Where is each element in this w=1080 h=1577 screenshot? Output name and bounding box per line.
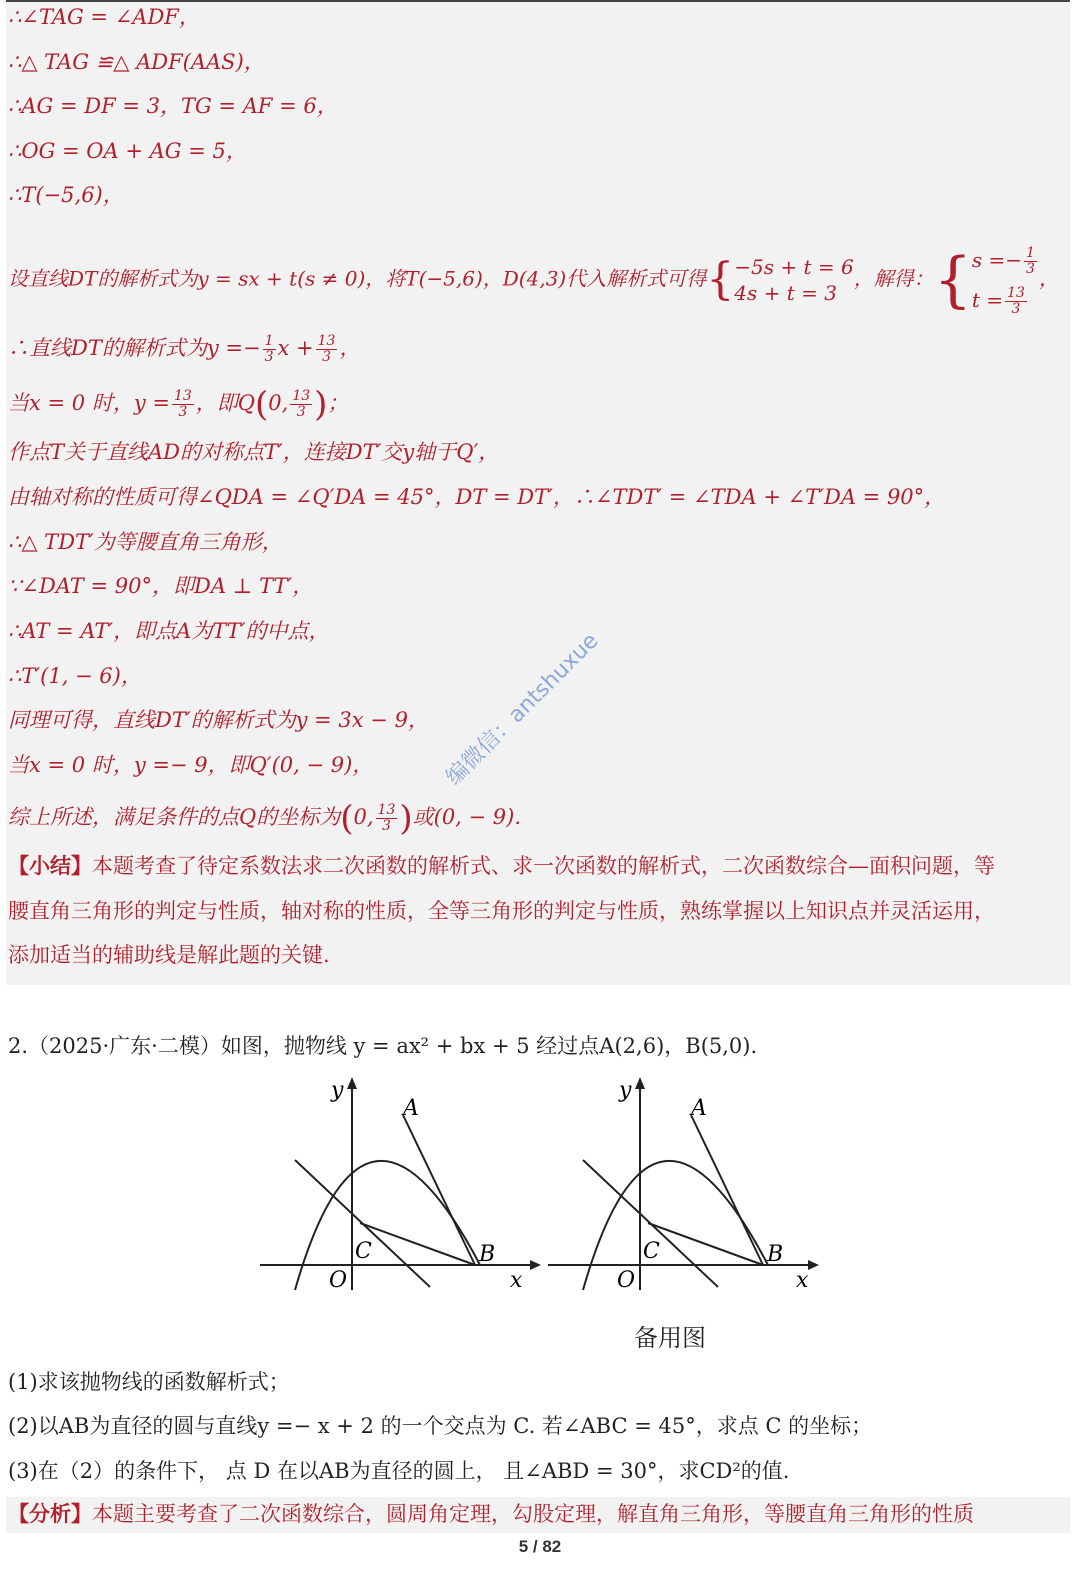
q-point-line: [8, 385, 348, 423]
summary-tag: 【小结】: [8, 853, 92, 878]
dt-f1-den: 3: [264, 349, 274, 365]
s-num: 1: [1026, 245, 1035, 261]
q-inner: 0,: [268, 391, 289, 415]
conclusion-den: 3: [381, 818, 391, 834]
solution-line: ∴∠TAG = ∠ADF，: [8, 5, 200, 29]
label-x: x: [796, 1268, 809, 1293]
dt-f2-num: 13: [317, 333, 336, 349]
dt-end: ，: [339, 336, 361, 360]
page-indicator: 5 / 82: [518, 1537, 562, 1556]
parabola-curve: [583, 1161, 768, 1290]
parabola-curve: [295, 1161, 480, 1290]
s-label: s =−: [971, 248, 1023, 272]
y-axis-arrow-icon: [635, 1077, 645, 1089]
analysis-tag: 【分析】: [8, 1501, 92, 1526]
label-x: x: [510, 1268, 523, 1293]
conclusion-line: 综上所述，满足条件的点Q的坐标为(0, $\frac{13}{3}$ )或(0, − 9).: [8, 798, 522, 839]
line-dt-prefix: 设直线DT的解析式为y = sx + t(s ≠ 0)，将T(−5,6)，D(4,3)代入解析式可得: [8, 266, 707, 291]
solution-line: ∵∠DAT = 90°，即DA ⊥ TT′，: [8, 574, 314, 598]
dt-f1-num: 1: [264, 333, 274, 349]
solution-line: ∴T′(1, − 6)，: [8, 664, 142, 688]
solved-label: ，解得：: [853, 266, 934, 291]
q-mid: ，即Q: [195, 391, 256, 415]
analysis-line: [8, 1500, 974, 1528]
question-part-3: (3)在（2）的条件下， 点 D 在以AB为直径的圆上， 且∠ABD = 30°，求CD²的值.: [8, 1459, 790, 1483]
system-eq1: −5s + t = 6: [734, 255, 854, 279]
label-o: O: [617, 1268, 636, 1293]
summary-line-3: 添加适当的辅助线是解此题的关键.: [8, 943, 330, 967]
solution-line: 同理可得，直线DT′的解析式为y = 3x − 9，: [8, 708, 429, 732]
conclusion-inner: 0,: [353, 805, 374, 829]
summary-line-2: 腰直角三角形的判定与性质，轴对称的性质，全等三角形的判定与性质，熟练掌握以上知识点并灵活运用，: [8, 899, 995, 923]
t-num: 13: [1007, 285, 1025, 301]
system-eq2: 4s + t = 3: [734, 281, 837, 305]
solution-line: 作点T关于直线AD的对称点T′，连接DT′交y轴于Q′，: [8, 440, 500, 464]
solution-line: ∴OG = OA + AG = 5，: [8, 139, 247, 163]
x-axis-arrow-icon: [530, 1260, 541, 1270]
summary-text-1: 本题考查了待定系数法求二次函数的解析式、求一次函数的解析式，二次函数综合—面积问题，等: [92, 854, 995, 878]
parabola-figure-spare: [543, 1075, 833, 1300]
q-open: (: [255, 384, 269, 425]
analysis-text: 本题主要考查了二次函数综合，圆周角定理，勾股定理，解直角三角形，等腰直角三角形的性质: [92, 1502, 974, 1526]
t-label: t =: [971, 288, 1004, 312]
label-c: C: [643, 1239, 660, 1264]
solution-line: 由轴对称的性质可得∠QDA = ∠Q′DA = 45°，DT = DT′，∴∠TDT′ = ∠TDA + ∠T′DA = 90°，: [8, 485, 946, 509]
dt-expression: [8, 333, 360, 365]
line-dt-end: ，: [1038, 266, 1059, 291]
figure-caption: 备用图: [634, 1324, 706, 1352]
label-a: A: [403, 1096, 419, 1121]
solution-line: ∴△ TAG ≌△ ADF(AAS)，: [8, 50, 265, 74]
solution-line: ∴AG = DF = 3，TG = AF = 6，: [8, 94, 338, 118]
label-o: O: [329, 1268, 348, 1293]
solution-line: 当x = 0 时，y =− 9，即Q′(0, − 9)，: [8, 753, 374, 777]
label-b: B: [767, 1242, 784, 1267]
parabola-figure-main: [255, 1075, 545, 1300]
conclusion-prefix: 综上所述，满足条件的点Q的坐标为: [8, 805, 341, 829]
s-den: 3: [1026, 261, 1035, 277]
solution-line: ∴△ TDT′为等腰直角三角形，: [8, 530, 283, 554]
q-close: ): [314, 384, 328, 425]
question-stem: 2.（2025·广东·二模）如图，抛物线 y = ax² + bx + 5 经过点A(2,6)，B(5,0).: [8, 1034, 758, 1058]
q-prefix: 当x = 0 时，y =: [8, 391, 170, 415]
question-part-1: (1)求该抛物线的函数解析式；: [8, 1370, 290, 1394]
q-den: 3: [178, 404, 188, 420]
summary-line-1: [8, 852, 995, 880]
top-rule: [6, 0, 1070, 2]
dt-f2-den: 3: [322, 349, 331, 365]
conclusion-suffix: 或(0, − 9).: [412, 805, 522, 829]
y-axis-arrow-icon: [347, 1077, 357, 1089]
conclusion-num: 13: [377, 802, 396, 818]
watermark: 编微信：antshuxue: [441, 628, 604, 791]
question-part-2: (2)以AB为直径的圆与直线y =− x + 2 的一个交点为 C. 若∠ABC = 45°，求点 C 的坐标；: [8, 1414, 873, 1438]
label-c: C: [355, 1239, 372, 1264]
solution-line: ∴T(−5,6)，: [8, 183, 124, 207]
q-num: 13: [173, 388, 192, 404]
q-end: ；: [327, 391, 349, 415]
q-den2: 3: [296, 404, 306, 420]
dt-prefix: ∴直线DT的解析式为y =−: [8, 336, 261, 360]
t-den: 3: [1011, 301, 1021, 317]
label-y: y: [331, 1078, 344, 1103]
q-num2: 13: [292, 388, 311, 404]
label-y: y: [619, 1078, 632, 1103]
x-axis-arrow-icon: [808, 1260, 819, 1270]
dt-mid: x +: [277, 336, 314, 360]
label-b: B: [479, 1242, 496, 1267]
label-a: A: [691, 1096, 707, 1121]
line-dt-equation: 设直线DT的解析式为y = sx + t(s ≠ 0)，将T(−5,6)，D(4,3)代入解析式可得{ −5s + t = 6 4s + t = 3 ，解得：{ s =− $\frac{1}{3}$ t = $\frac{13}{3}$ ，: [8, 245, 1059, 317]
solution-line: ∴AT = AT′，即点A为TT′的中点，: [8, 619, 330, 643]
